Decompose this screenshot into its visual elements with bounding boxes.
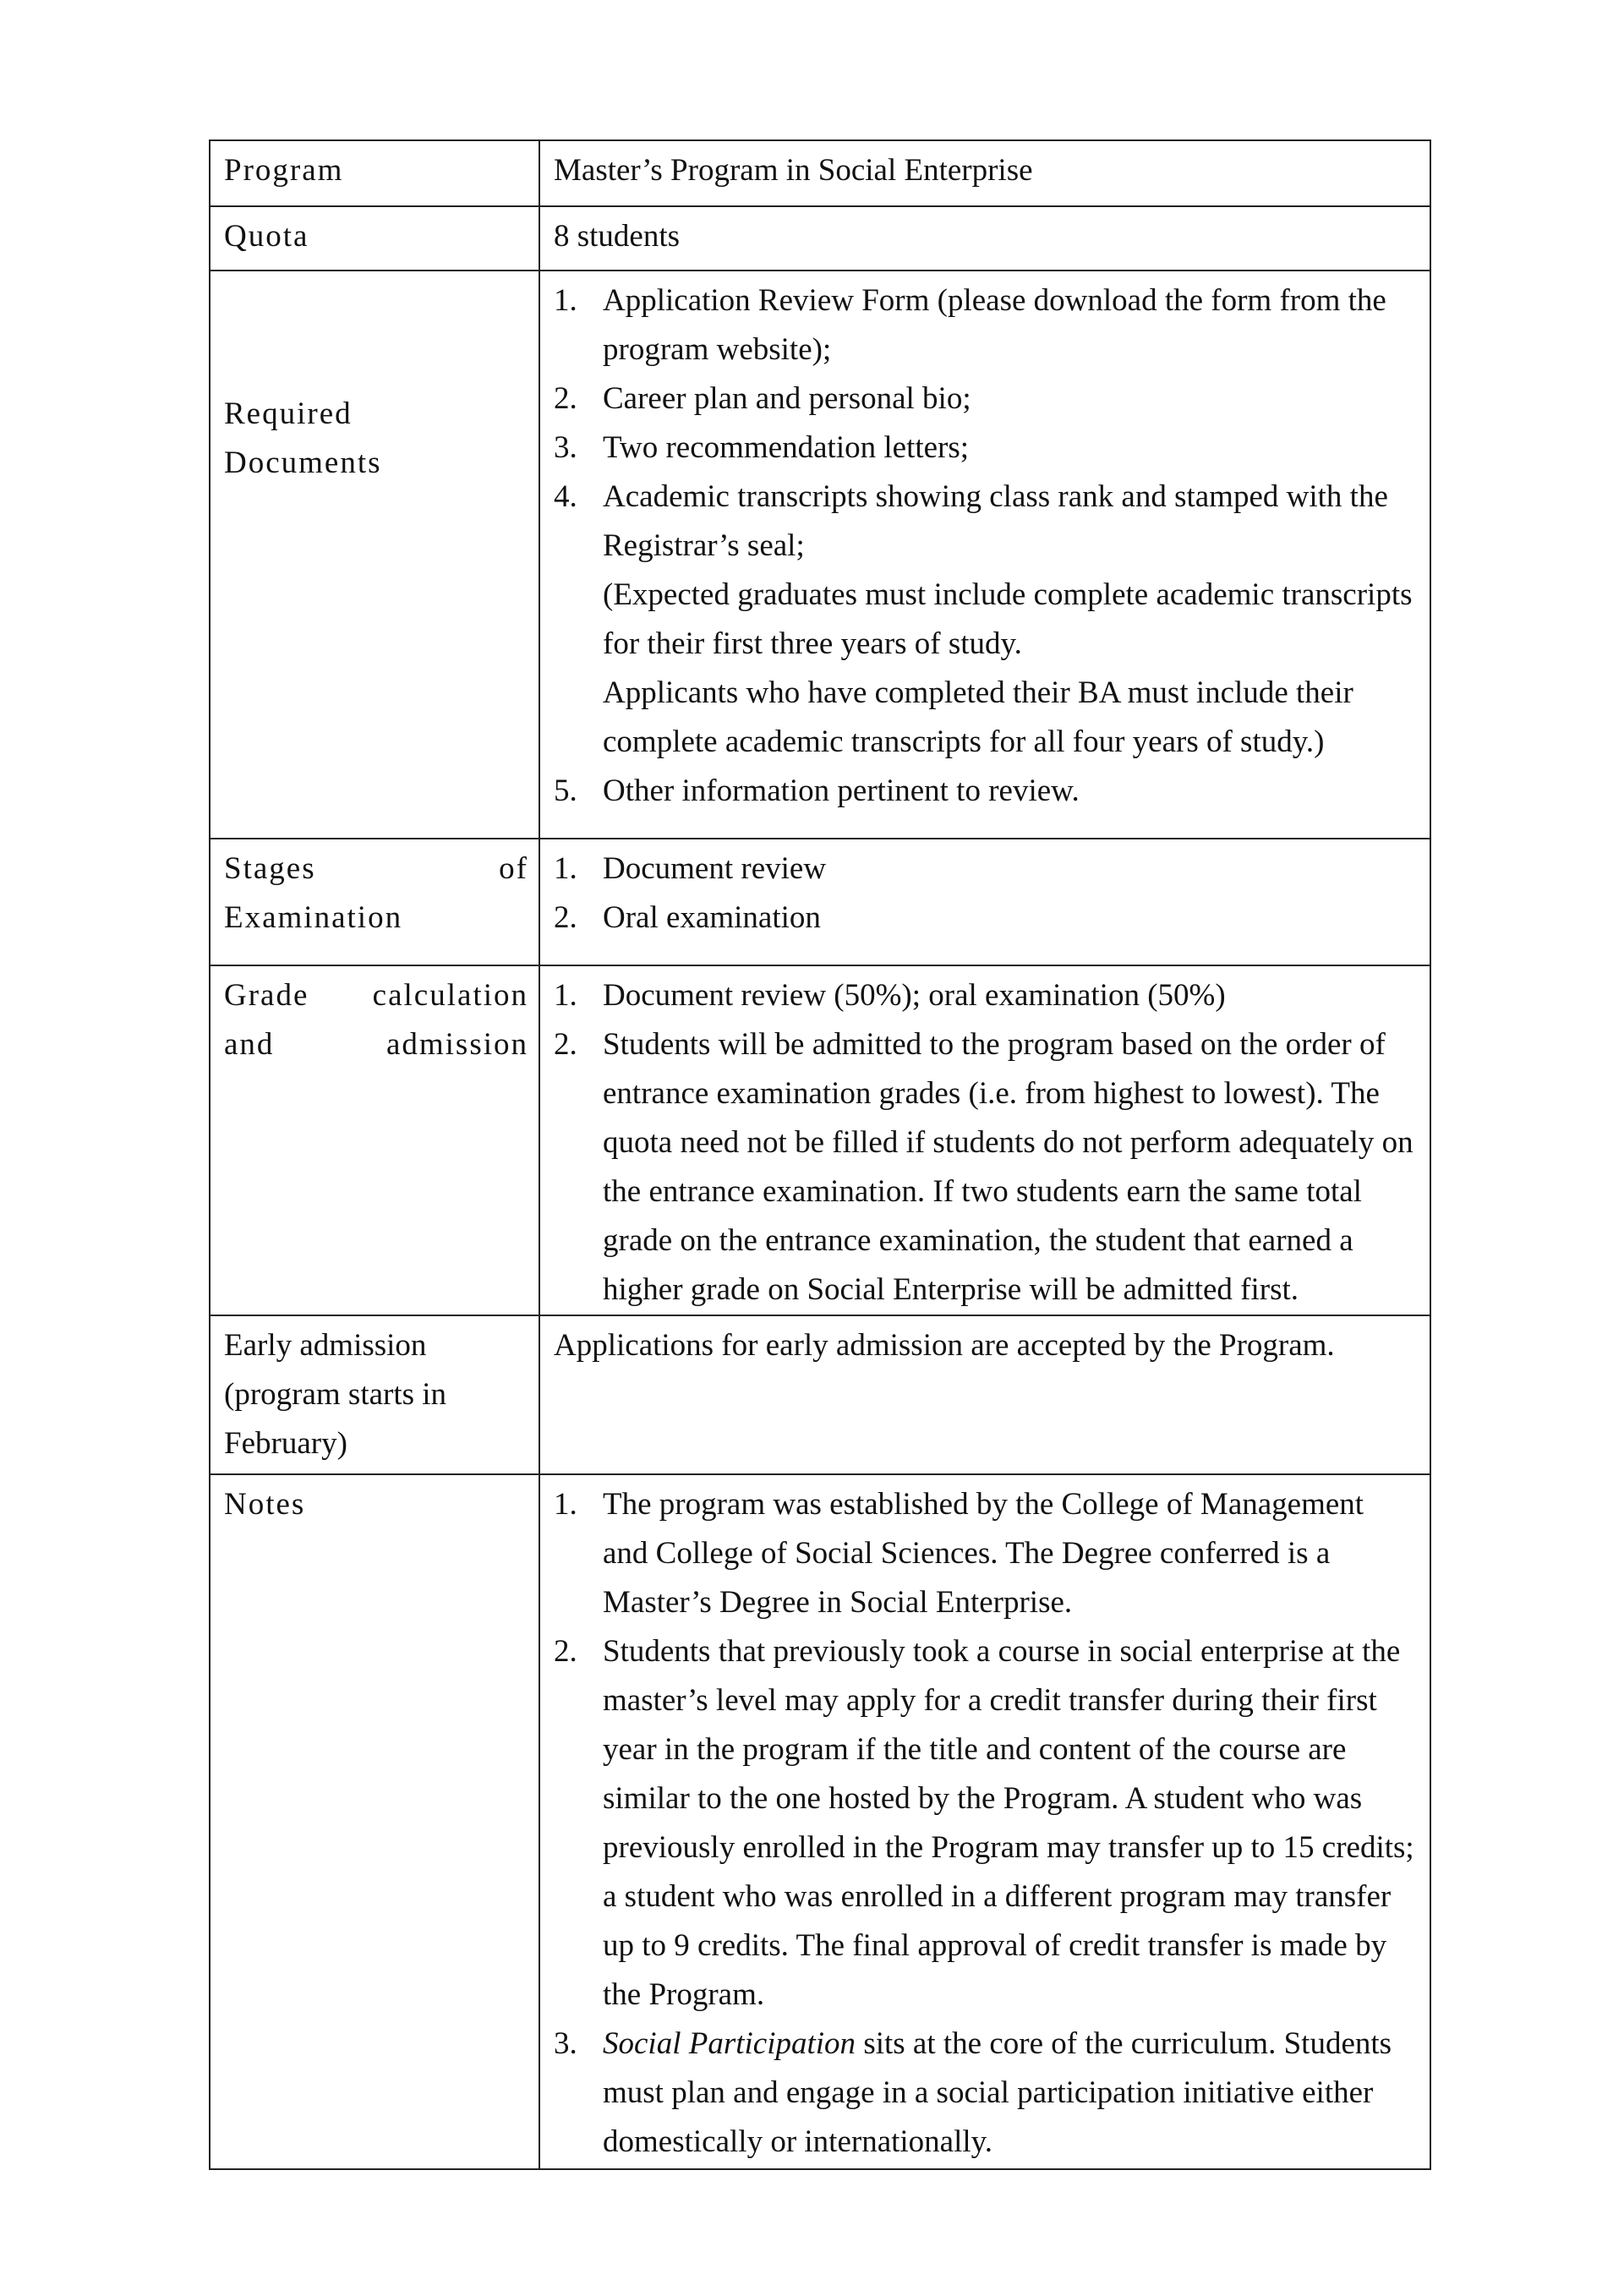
label-cell xyxy=(210,271,539,839)
list-item-text: Application Review Form (please download the form from the program website); xyxy=(603,283,1386,367)
row-label-documents: Documents xyxy=(224,446,382,480)
list-item xyxy=(554,971,1416,1020)
label-cell xyxy=(210,965,539,1315)
list-number: 2. xyxy=(554,1027,577,1062)
list-item-note: Applicants who have completed their BA must include their complete academic transcripts for all four years of study.) xyxy=(603,675,1353,759)
list-number: 1. xyxy=(554,978,577,1013)
list-item xyxy=(554,276,1416,374)
list-item-text: Two recommendation letters; xyxy=(603,430,970,465)
value-cell xyxy=(539,1315,1430,1474)
row-label-grade-calculation: Grade calculation xyxy=(224,978,528,1013)
list-number: 3. xyxy=(554,2026,577,2061)
row-label-and-admission: and admission xyxy=(224,1027,528,1062)
list-item xyxy=(554,1020,1416,1315)
label-cell xyxy=(210,1474,539,2169)
list-item-text: Students that previously took a course in social enterprise at the master’s level may apply for a credit transfer during their first year in the program if the title and content of the course are similar to the one hosted by the Program. A student who was previously enrolled in the Program may transfer up to 15 credits; a student who was enrolled in a different program may transfer up to 9 credits. The final approval of credit transfer is made by the Program. xyxy=(603,1634,1414,2012)
row-label-notes: Notes xyxy=(224,1487,306,1522)
row-label-quota: Quota xyxy=(224,219,309,254)
label-cell xyxy=(210,839,539,965)
list-item xyxy=(554,1627,1416,2020)
list-number: 1. xyxy=(554,851,577,886)
list-item xyxy=(554,1480,1416,1627)
list-item-note: (Expected graduates must include complete academic transcripts for their first three years of study. xyxy=(603,577,1413,661)
value-cell xyxy=(539,206,1430,271)
table-row-notes xyxy=(210,1474,1430,2169)
list-item xyxy=(554,374,1416,424)
list-item-text: Other information pertinent to review. xyxy=(603,774,1080,808)
value-cell xyxy=(539,1474,1430,2169)
list-number: 2. xyxy=(554,1634,577,1669)
list-item xyxy=(554,894,1416,943)
list-number: 3. xyxy=(554,430,577,465)
list-item-text: Oral examination xyxy=(603,900,821,935)
table-row-stages xyxy=(210,839,1430,965)
stages-list xyxy=(554,845,1416,943)
required-documents-list xyxy=(554,276,1416,816)
row-label-required: Required xyxy=(224,396,353,431)
list-item-text: Students will be admitted to the program based on the order of entrance examination grades (i.e. from highest to lowest). The quota need not be filled if students do not perform adequately on the entrance examination. If two students earn the same total grade on the entrance examination, the student that earned a higher grade on Social Enterprise will be admitted first. xyxy=(603,1027,1413,1307)
list-item-text: Academic transcripts showing class rank and stamped with the Registrar’s seal; xyxy=(603,479,1388,563)
value-cell xyxy=(539,839,1430,965)
row-label-examination: Examination xyxy=(224,900,403,935)
row-label-program: Program xyxy=(224,153,344,188)
value-cell xyxy=(539,140,1430,206)
list-number: 4. xyxy=(554,479,577,514)
list-item-text: Document review (50%); oral examination (50%) xyxy=(603,978,1226,1013)
row-label-stages: Stages of xyxy=(224,851,528,886)
value-cell xyxy=(539,271,1430,839)
list-item-text: sits at the core of the curriculum. Students must plan and engage in a social participation initiative either domestically or internationally. xyxy=(603,2026,1392,2159)
table-row-early-admission xyxy=(210,1315,1430,1474)
list-item xyxy=(554,473,1416,767)
notes-list xyxy=(554,1480,1416,2167)
list-item-text: The program was established by the College of Management and College of Social Sciences. The Degree conferred is a Master’s Degree in Social Enterprise. xyxy=(603,1487,1364,1620)
label-cell xyxy=(210,206,539,271)
list-number: 1. xyxy=(554,1487,577,1522)
list-number: 2. xyxy=(554,381,577,416)
list-item xyxy=(554,845,1416,894)
list-item-text: Career plan and personal bio; xyxy=(603,381,971,416)
label-cell xyxy=(210,140,539,206)
early-admission-value: Applications for early admission are accepted by the Program. xyxy=(554,1328,1335,1363)
list-number: 1. xyxy=(554,283,577,318)
program-name: Master’s Program in Social Enterprise xyxy=(554,153,1033,188)
list-number: 5. xyxy=(554,774,577,808)
list-item-emphasis: Social Participation xyxy=(603,2026,856,2061)
label-cell xyxy=(210,1315,539,1474)
table-row-program xyxy=(210,140,1430,206)
table-row-grade xyxy=(210,965,1430,1315)
list-item xyxy=(554,767,1416,816)
table-row-required-documents xyxy=(210,271,1430,839)
table-row-quota xyxy=(210,206,1430,271)
list-number: 2. xyxy=(554,900,577,935)
list-item-text: Document review xyxy=(603,851,827,886)
quota-value: 8 students xyxy=(554,219,681,254)
program-info-table xyxy=(209,139,1431,2170)
row-label-early-admission: Early admission (program starts in February) xyxy=(224,1328,447,1461)
list-item xyxy=(554,2020,1416,2167)
grade-list xyxy=(554,971,1416,1315)
value-cell xyxy=(539,965,1430,1315)
list-item xyxy=(554,424,1416,473)
